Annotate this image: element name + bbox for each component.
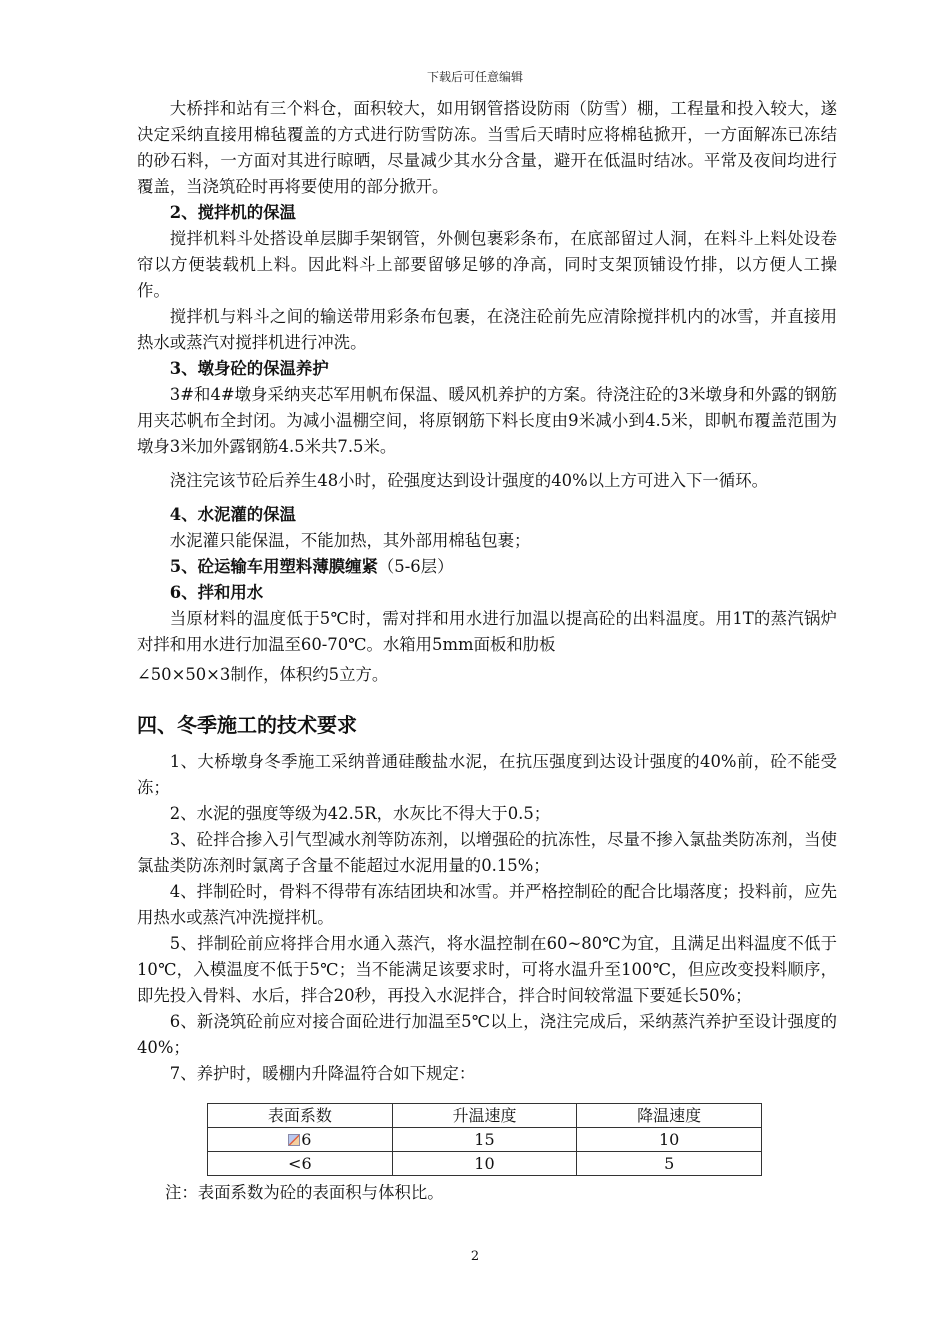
table-cell: 10 <box>392 1152 577 1176</box>
requirement-item: 5、拌制砼前应将拌合用水通入蒸汽，将水温控制在60~80℃为宜，且满足出料温度不低于10℃，入模温度不低于5℃；当不能满足该要求时，可将水温升至100℃，但应改变投料顺序，即先投入骨料、水后，拌合20秒，再投入水泥拌合，拌合时间较常温下要延长50%； <box>137 934 837 1005</box>
heading-transport-truck-text: 5、砼运输车用塑料薄膜缠紧 <box>169 557 378 576</box>
paragraph-water-heating: 当原材料的温度低于5℃时，需对拌和用水进行加温以提高砼的出料温度。用1T的蒸汽锅炉对拌和用水进行加温至60-70℃。水箱用5mm面板和肋板 <box>137 609 837 654</box>
paragraph-stockpile-cover: 大桥拌和站有三个料仓，面积较大，如用钢管搭设防雨（防雪）棚，工程量和投入较大，遂决定采纳直接用棉毡覆盖的方式进行防雪防冻。当雪后天晴时应将棉毡掀开，一方面解冻已冻结的砂石料，一方面对其进行晾晒，尽量减少其水分含量，避开在低温时结冰。平常及夜间均进行覆盖，当浇筑砼时再将要使用的部分掀开。 <box>137 99 837 196</box>
page-number: 2 <box>470 1249 480 1264</box>
table-cell-value: 6 <box>301 1129 312 1149</box>
requirement-item: 2、水泥的强度等级为42.5R，水灰比不得大于0.5； <box>169 804 551 823</box>
page-header: 下载后可任意编辑 <box>426 70 523 84</box>
requirement-item: 7、养护时，暖棚内升降温符合如下规定： <box>169 1064 476 1083</box>
table-cell: 15 <box>392 1128 577 1152</box>
table-header-cell: 表面系数 <box>208 1104 393 1128</box>
paragraph-water-tank: ∠50×50×3制作，体积约5立方。 <box>137 665 389 684</box>
table-row <box>208 1152 762 1176</box>
paragraph-cement-tank: 水泥灌只能保温，不能加热，其外部用棉毡包裹； <box>169 531 531 550</box>
heading-transport-truck-suffix: （5-6层） <box>377 557 454 576</box>
requirement-item: 1、大桥墩身冬季施工采纳普通硅酸盐水泥，在抗压强度到达设计强度的40%前，砼不能受冻； <box>137 752 837 797</box>
temperature-rate-table <box>207 1103 762 1176</box>
heading-transport-truck <box>137 554 837 580</box>
table-header-row <box>208 1104 762 1128</box>
table-cell <box>208 1128 393 1152</box>
table-cell: <6 <box>208 1152 393 1176</box>
table-header-cell: 升温速度 <box>392 1104 577 1128</box>
section-title-winter-requirements: 四、冬季施工的技术要求 <box>137 713 357 737</box>
heading-pier-curing: 3、墩身砼的保温养护 <box>169 359 329 378</box>
requirement-item: 3、砼拌合掺入引气型减水剂等防冻剂，以增强砼的抗冻性，尽量不掺入氯盐类防冻剂，当使氯盐类防冻剂时氯离子含量不能超过水泥用量的0.15%； <box>137 830 837 875</box>
table-header-cell: 降温速度 <box>577 1104 762 1128</box>
heading-mixing-water: 6、拌和用水 <box>169 583 264 602</box>
document-body <box>137 96 837 1206</box>
table-row <box>208 1128 762 1152</box>
paragraph-curing-time: 浇注完该节砼后养生48小时，砼强度达到设计强度的40%以上方可进入下一循环。 <box>169 471 768 490</box>
table-note: 注：表面系数为砼的表面积与体积比。 <box>165 1183 444 1202</box>
requirement-item: 6、新浇筑砼前应对接合面砼进行加温至5℃以上，浇注完成后，采纳蒸汽养护至设计强度的40%； <box>137 1012 837 1057</box>
heading-mixer-insulation: 2、搅拌机的保温 <box>169 203 296 222</box>
paragraph-conveyor: 搅拌机与料斗之间的输送带用彩条布包裹，在浇注砼前先应清除搅拌机内的冰雪，并直接用热水或蒸汽对搅拌机进行冲洗。 <box>137 307 837 352</box>
paragraph-mixer-hopper: 搅拌机料斗处搭设单层脚手架钢管，外侧包裹彩条布，在底部留过人洞，在料斗上料处设卷帘以方便装载机上料。因此料斗上部要留够足够的净高，同时支架顶铺设竹排，以方便人工操作。 <box>137 229 837 300</box>
table-cell: 10 <box>577 1128 762 1152</box>
heading-cement-tank: 4、水泥灌的保温 <box>169 505 296 524</box>
paragraph-pier-scheme: 3#和4#墩身采纳夹芯军用帆布保温、暖风机养护的方案。待浇注砼的3米墩身和外露的钢筋用夹芯帆布全封闭。为减小温棚空间，将原钢筋下料长度由9米减小到4.5米，即帆布覆盖范围为墩身3米加外露钢筋4.5米共7.5米。 <box>137 385 837 456</box>
greater-equal-symbol-icon <box>288 1134 300 1146</box>
requirement-item: 4、拌制砼时，骨料不得带有冻结团块和冰雪。并严格控制砼的配合比塌落度；投料前，应先用热水或蒸汽冲洗搅拌机。 <box>137 882 837 927</box>
table-cell: 5 <box>577 1152 762 1176</box>
